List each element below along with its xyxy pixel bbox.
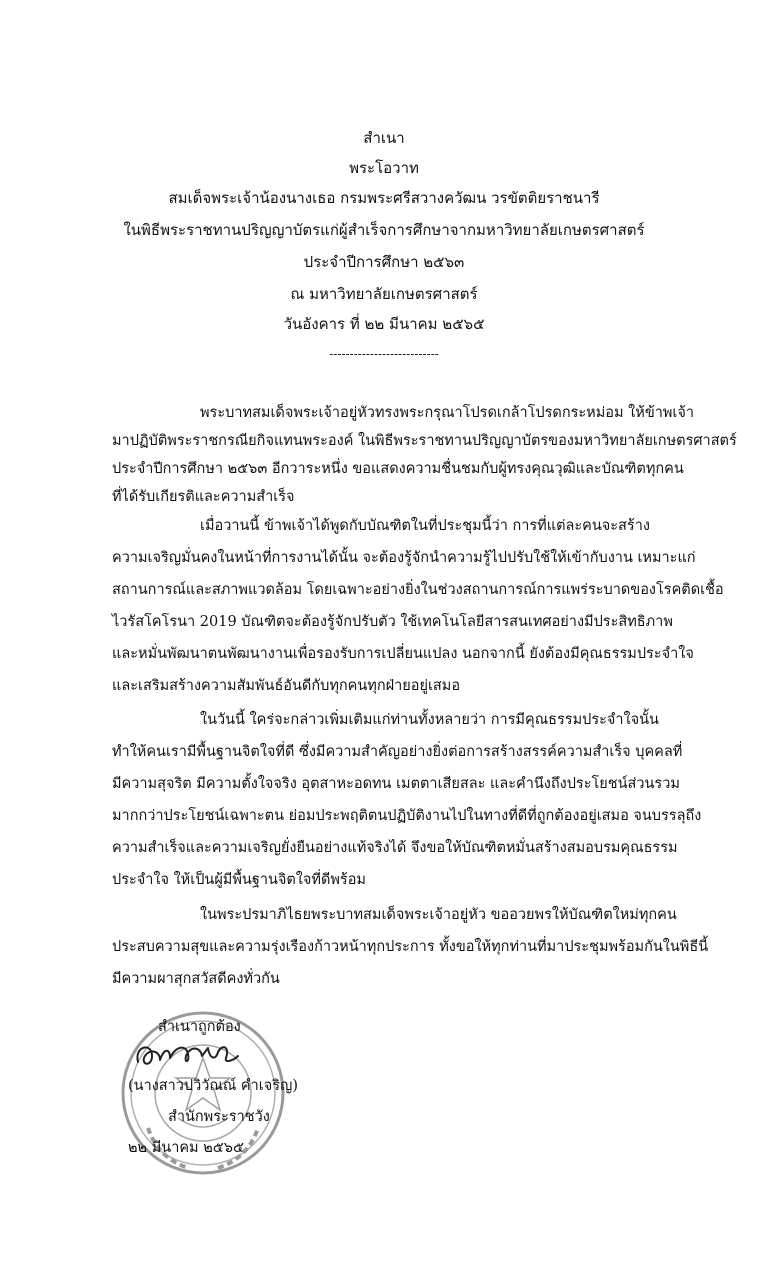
paragraph-line: ประจำใจ ให้เป็นผู้มีพื้นฐานจิตใจที่ดีพร้อม xyxy=(112,872,366,888)
speaker-title: สมเด็จพระเจ้าน้องนางเธอ กรมพระศรีสวางควัฒน วรขัตติยราชนารี xyxy=(168,189,600,207)
paragraph-line: ไวรัสโคโรนา 2019 บัณฑิตจะต้องรู้จักปรับตัว ใช้เทคโนโลยีสารสนเทศอย่างมีประสิทธิภาพ xyxy=(112,614,673,630)
paragraph-line: สถานการณ์และสภาพแวดล้อม โดยเฉพาะอย่างยิ่งในช่วงสถานการณ์การแพร่ระบาดของโรคติดเชื้อ xyxy=(112,582,724,598)
paragraph-line: และเสริมสร้างความสัมพันธ์อันดีกับทุกคนทุกฝ่ายอยู่เสมอ xyxy=(112,678,461,694)
paragraph-line: และหมั่นพัฒนาตนพัฒนางานเพื่อรองรับการเปลี่ยนแปลง นอกจากนี้ ยังต้องมีคุณธรรมประจำใจ xyxy=(112,646,694,662)
venue-line: ณ มหาวิทยาลัยเกษตรศาสตร์ xyxy=(290,285,478,303)
paragraph-line: มากกว่าประโยชน์เฉพาะตน ย่อมประพฤติตนปฏิบัติงานไปในทางที่ดีที่ถูกต้องอยู่เสมอ จนบรรลุถึง xyxy=(112,808,702,824)
copy-mark: สำเนา xyxy=(363,129,405,147)
header-divider: --------------------------- xyxy=(329,347,439,361)
paragraph-line: พระบาทสมเด็จพระเจ้าอยู่หัวทรงพระกรุณาโปรดเกล้าโปรดกระหม่อม ให้ข้าพเจ้า xyxy=(200,405,695,421)
paragraph-line: ในวันนี้ ใคร่จะกล่าวเพิ่มเติมแก่ท่านทั้งหลายว่า การมีคุณธรรมประจำใจนั้น xyxy=(200,712,659,728)
academic-year-line: ประจำปีการศึกษา ๒๕๖๓ xyxy=(303,253,465,271)
document-title: พระโอวาท xyxy=(349,159,419,177)
paragraph-line: ความสำเร็จและความเจริญยั่งยืนอย่างแท้จริงได้ จึงขอให้บัณฑิตหมั่นสร้างสมอบรมคุณธรรม xyxy=(112,840,678,856)
certification-date: ๒๒ มีนาคม ๒๕๖๕ xyxy=(128,1140,244,1156)
occasion-line: ในพิธีพระราชทานปริญญาบัตรแก่ผู้สำเร็จการศึกษาจากมหาวิทยาลัยเกษตรศาสตร์ xyxy=(123,221,645,239)
paragraph-line: ประสบความสุขและความรุ่งเรืองก้าวหน้าทุกประการ ทั้งขอให้ทุกท่านที่มาประชุมพร้อมกันในพิธีนี้ xyxy=(112,939,709,955)
paragraph-line: ในพระปรมาภิไธยพระบาทสมเด็จพระเจ้าอยู่หัว ขออวยพรให้บัณฑิตใหม่ทุกคน xyxy=(200,907,677,923)
date-line: วันอังคาร ที่ ๒๒ มีนาคม ๒๕๖๕ xyxy=(283,315,485,333)
paragraph-line: ความเจริญมั่นคงในหน้าที่การงานได้นั้น จะต้องรู้จักนำความรู้ไปปรับใช้ให้เข้ากับงาน เหมาะแก่ xyxy=(112,550,696,566)
paragraph-line: เมื่อวานนี้ ข้าพเจ้าได้พูดกับบัณฑิตในที่ประชุมนี้ว่า การที่แต่ละคนจะสร้าง xyxy=(200,518,650,534)
paragraph-line: มาปฏิบัติพระราชกรณียกิจแทนพระองค์ ในพิธีพระราชทานปริญญาบัตรของมหาวิทยาลัยเกษตรศาสตร์ xyxy=(112,433,737,449)
paragraph-line: ทำให้คนเรามีพื้นฐานจิตใจที่ดี ซึ่งมีความสำคัญอย่างยิ่งต่อการสร้างสรรค์ความสำเร็จ บุคคลที่ xyxy=(112,744,683,760)
paragraph-line: มีความผาสุกสวัสดีคงทั่วกัน xyxy=(112,971,280,987)
certifier-office: สำนักพระราชวัง xyxy=(168,1109,270,1125)
paragraph-line: ที่ได้รับเกียรติและความสำเร็จ xyxy=(112,489,295,505)
paragraph-line: ประจำปีการศึกษา ๒๕๖๓ อีกวาระหนึ่ง ขอแสดงความชื่นชมกับผู้ทรงคุณวุฒิและบัณฑิตทุกคน xyxy=(112,461,684,477)
certified-copy-label: สำเนาถูกต้อง xyxy=(158,1019,241,1035)
certifier-name: (นางสาวปวิวัณณ์ คำเจริญ) xyxy=(128,1078,299,1094)
signature-icon xyxy=(130,1036,240,1076)
paragraph-line: มีความสุจริต มีความตั้งใจจริง อุตสาหะอดทน เมตตาเสียสละ และคำนึงถึงประโยชน์ส่วนรวม xyxy=(112,776,680,792)
